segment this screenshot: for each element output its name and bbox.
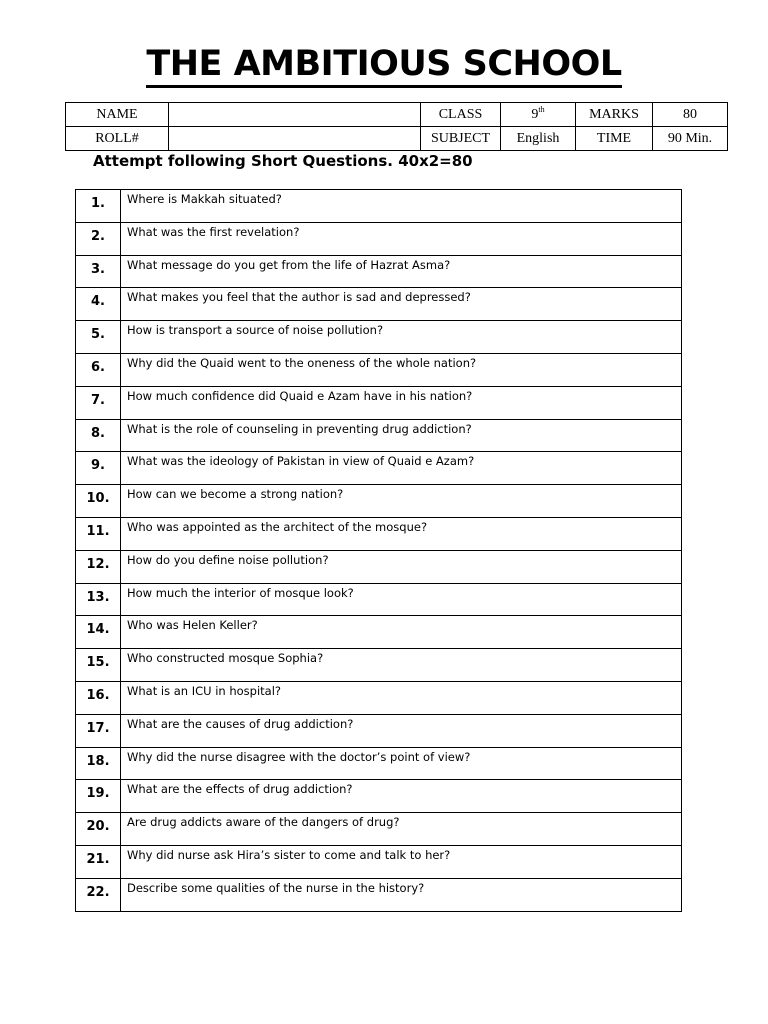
question-number: 12. — [76, 550, 121, 583]
class-number: 9 — [531, 106, 539, 122]
question-text: How do you define noise pollution? — [121, 550, 682, 583]
question-row — [76, 255, 682, 288]
question-number: 5. — [76, 321, 121, 354]
question-text: What is the role of counseling in preventing drug addiction? — [121, 419, 682, 452]
question-row — [76, 386, 682, 419]
class-suffix: th — [538, 104, 545, 114]
question-text: What are the causes of drug addiction? — [121, 714, 682, 747]
question-text: Why did the Quaid went to the oneness of the whole nation? — [121, 353, 682, 386]
question-row — [76, 517, 682, 550]
question-number: 17. — [76, 714, 121, 747]
question-text: What is an ICU in hospital? — [121, 681, 682, 714]
question-number: 11. — [76, 517, 121, 550]
question-number: 9. — [76, 452, 121, 485]
question-row — [76, 452, 682, 485]
class-value — [501, 103, 576, 127]
question-text: What message do you get from the life of Hazrat Asma? — [121, 255, 682, 288]
question-number: 19. — [76, 780, 121, 813]
question-text: How much the interior of mosque look? — [121, 583, 682, 616]
question-number: 20. — [76, 813, 121, 846]
question-number: 8. — [76, 419, 121, 452]
question-number: 6. — [76, 353, 121, 386]
question-text: What was the ideology of Pakistan in view of Quaid e Azam? — [121, 452, 682, 485]
question-number: 21. — [76, 845, 121, 878]
question-number: 10. — [76, 485, 121, 518]
question-number: 15. — [76, 649, 121, 682]
school-title — [0, 44, 768, 84]
question-number: 18. — [76, 747, 121, 780]
question-number: 14. — [76, 616, 121, 649]
question-number: 3. — [76, 255, 121, 288]
question-text: How much confidence did Quaid e Azam have in his nation? — [121, 386, 682, 419]
question-row — [76, 321, 682, 354]
question-text: How can we become a strong nation? — [121, 485, 682, 518]
student-info-table — [65, 102, 728, 151]
question-text: What was the first revelation? — [121, 222, 682, 255]
question-text: Who constructed mosque Sophia? — [121, 649, 682, 682]
question-text: Are drug addicts aware of the dangers of drug? — [121, 813, 682, 846]
question-text: Who was Helen Keller? — [121, 616, 682, 649]
time-value: 90 Min. — [653, 127, 728, 151]
question-number: 1. — [76, 190, 121, 223]
question-text: Why did nurse ask Hira’s sister to come and talk to her? — [121, 845, 682, 878]
marks-value: 80 — [653, 103, 728, 127]
subject-label: SUBJECT — [421, 127, 501, 151]
name-label: NAME — [66, 103, 169, 127]
question-row — [76, 649, 682, 682]
question-row — [76, 550, 682, 583]
question-number: 7. — [76, 386, 121, 419]
question-row — [76, 747, 682, 780]
time-label: TIME — [576, 127, 653, 151]
questions-table — [75, 189, 682, 912]
question-text: Why did the nurse disagree with the doctor’s point of view? — [121, 747, 682, 780]
question-row — [76, 353, 682, 386]
question-text: Who was appointed as the architect of the mosque? — [121, 517, 682, 550]
question-row — [76, 813, 682, 846]
question-row — [76, 583, 682, 616]
marks-label: MARKS — [576, 103, 653, 127]
question-text: What makes you feel that the author is sad and depressed? — [121, 288, 682, 321]
subject-value: English — [501, 127, 576, 151]
question-row — [76, 845, 682, 878]
question-row — [76, 485, 682, 518]
roll-field[interactable] — [169, 127, 421, 151]
roll-label: ROLL# — [66, 127, 169, 151]
instructions: Attempt following Short Questions. 40x2=80 — [93, 152, 473, 170]
question-text: Where is Makkah situated? — [121, 190, 682, 223]
question-row — [76, 780, 682, 813]
question-text: What are the effects of drug addiction? — [121, 780, 682, 813]
info-row-2 — [66, 127, 728, 151]
school-name: THE AMBITIOUS SCHOOL — [146, 44, 621, 88]
question-number: 2. — [76, 222, 121, 255]
question-row — [76, 222, 682, 255]
question-row — [76, 616, 682, 649]
question-row — [76, 288, 682, 321]
question-row — [76, 190, 682, 223]
question-number: 4. — [76, 288, 121, 321]
question-number: 22. — [76, 878, 121, 911]
question-row — [76, 878, 682, 911]
info-row-1 — [66, 103, 728, 127]
question-number: 16. — [76, 681, 121, 714]
question-row — [76, 681, 682, 714]
question-row — [76, 714, 682, 747]
question-text: How is transport a source of noise pollution? — [121, 321, 682, 354]
question-number: 13. — [76, 583, 121, 616]
question-text: Describe some qualities of the nurse in the history? — [121, 878, 682, 911]
question-row — [76, 419, 682, 452]
class-label: CLASS — [421, 103, 501, 127]
name-field[interactable] — [169, 103, 421, 127]
